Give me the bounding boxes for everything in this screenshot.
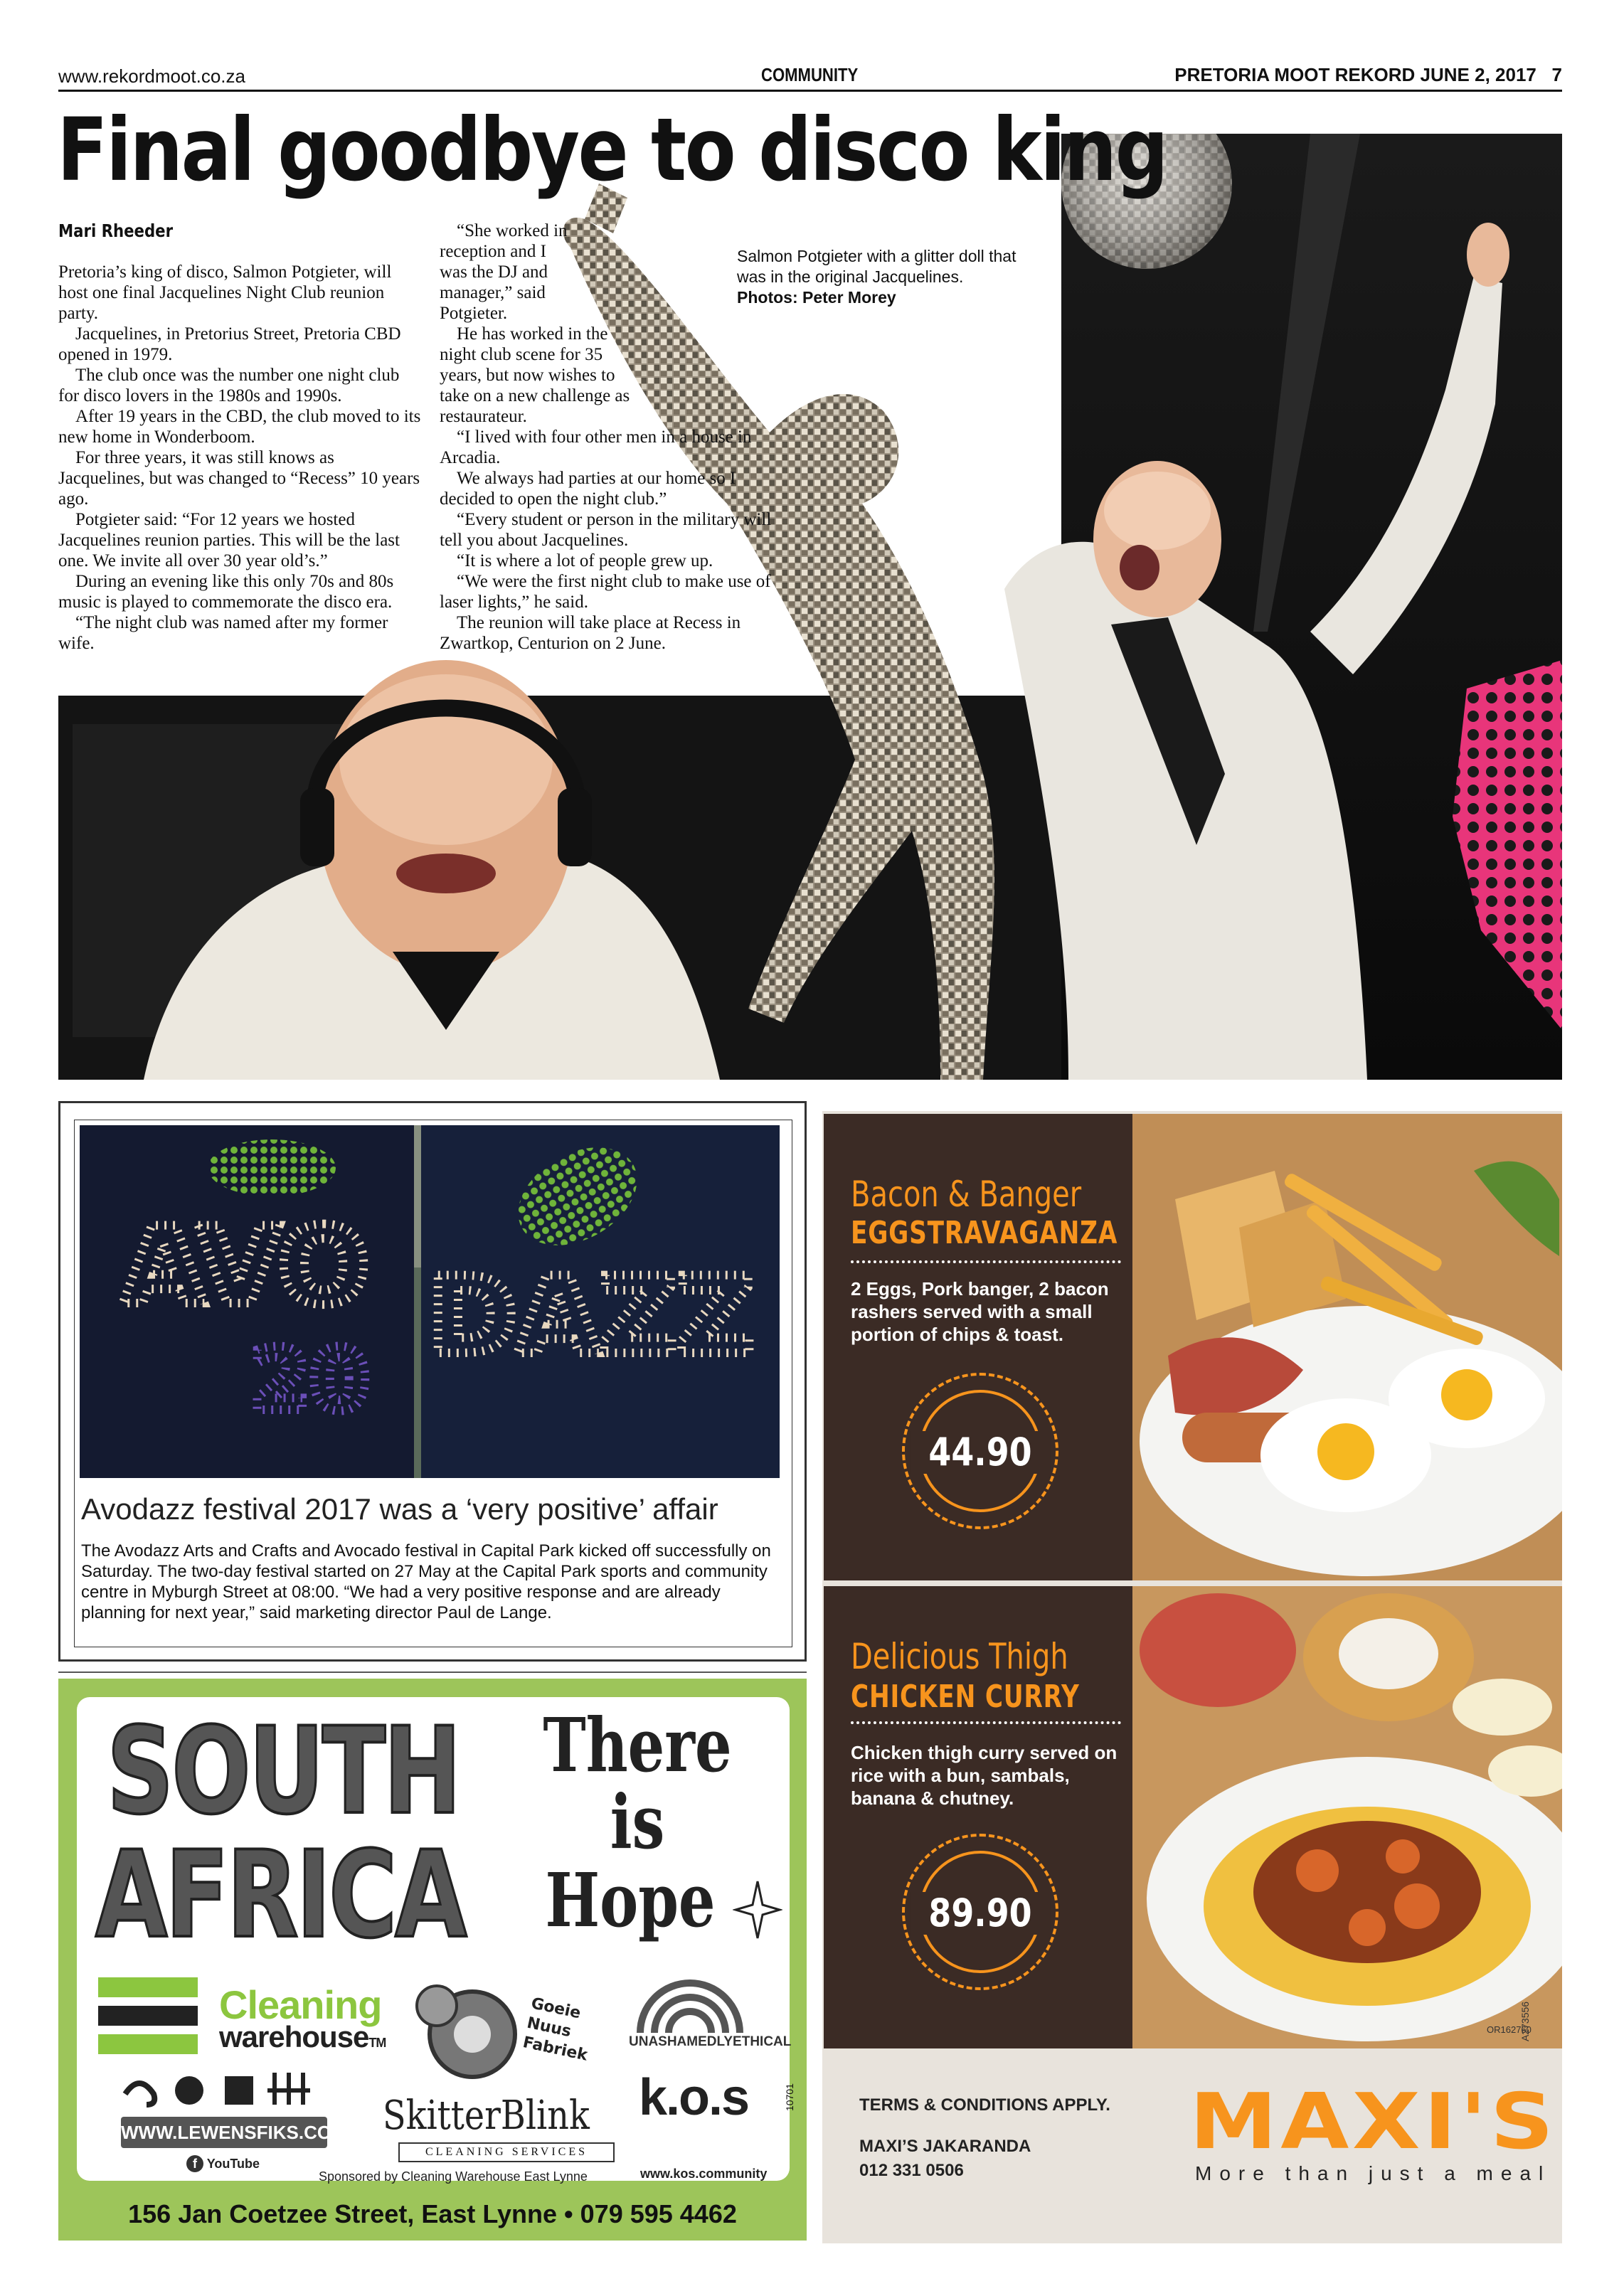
paragraph: Potgieter said: “For 12 years we hosted Jacquelines reunion parties. This will be the last one. We invite all over 30 year old’s.”	[58, 510, 400, 570]
paragraph: “We were the first night club to make use of laser lights,” he said.	[440, 572, 771, 612]
paragraph: After 19 years in the CBD, the club moved to its new home in Wonderboom.	[58, 407, 421, 447]
lewensfiks-icons	[118, 2066, 331, 2108]
cleaning-warehouse-logo-icon	[98, 1977, 205, 2056]
shirt-text-dazz: DAZZ	[428, 1255, 755, 1378]
paragraph: “The night club was named after my former wife.	[58, 613, 388, 653]
breakfast-photo	[1132, 1114, 1562, 1580]
header-rule	[58, 90, 1562, 92]
paragraph: Pretoria’s king of disco, Salmon Potgieter, will host one final Jacquelines Night Club reunion party.	[58, 262, 392, 323]
maxis-store: MAXI’S JAKARANDA	[859, 2137, 1031, 2156]
lewensfiks-website: WWW.LEWENSFIKS.CO.ZA	[121, 2117, 327, 2148]
item2-divider	[851, 1721, 1121, 1724]
fabriek-text: Fabriek	[521, 2034, 590, 2065]
paragraph: He has worked in the night club scene for 35 years, but now wishes to take on a new challenge as restaurateur.	[440, 324, 630, 426]
kos-logo: k.o.s	[639, 2069, 749, 2126]
item2-description: Chicken thigh curry served on rice with a bun, sambals, banana & chutney.	[851, 1742, 1118, 1809]
item1-divider	[851, 1260, 1121, 1263]
unashamedly-ethical-text: UNASHAMEDLYETHICAL	[629, 2034, 792, 2049]
cleaning-logo-word: warehouse	[219, 2020, 369, 2053]
paragraph: Jacquelines, in Pretorius Street, Pretoria CBD opened in 1979.	[58, 324, 401, 364]
skitterblink-logo: SkitterBlink	[383, 2093, 590, 2139]
sa-address: 156 Jan Coetzee Street, East Lynne • 079 595 4462	[128, 2199, 737, 2228]
goeie-text: Goeie	[529, 1994, 583, 2023]
item1-description: 2 Eggs, Pork banger, 2 bacon rashers served with a small portion of chips & toast.	[851, 1278, 1109, 1345]
facebook-icon: f	[186, 2155, 203, 2172]
shirt-year: 20	[250, 1332, 369, 1430]
sa-africa-text: AFRICA	[95, 1825, 465, 1965]
photo-caption	[737, 246, 1036, 308]
paragraph: We always had parties at our home so I decided to open the night club.”	[440, 469, 736, 509]
paragraph: The reunion will take place at Recess in Zwartkop, Centurion on 2 June.	[440, 613, 741, 653]
sa-south-text: SOUTH	[107, 1701, 460, 1841]
shirt-text-avo: AVO	[122, 1205, 369, 1329]
item1-price: 44.90	[910, 1431, 1050, 1474]
maxis-phone: 012 331 0506	[859, 2161, 964, 2180]
photo-credit: Photos: Peter Morey	[737, 288, 896, 307]
site-url: www.rekordmoot.co.za	[58, 65, 245, 87]
paragraph: The club once was the number one night club for disco lovers in the 1980s and 1990s.	[58, 366, 400, 405]
sa-is-text: is	[610, 1778, 665, 1866]
maxis-logo: MAXI'S	[1189, 2078, 1557, 2167]
cleaning-logo-line1: Cleaning	[219, 1982, 382, 2027]
paragraph: “She worked in reception and I was the DJ and manager,” said Potgieter.	[440, 221, 568, 323]
item2-price: 89.90	[910, 1892, 1050, 1935]
item1-title: EGGSTRAVAGANZA	[851, 1215, 1118, 1251]
item1-price-badge	[902, 1373, 1058, 1529]
section-rule	[58, 1671, 807, 1673]
sa-hope-text: Hope	[545, 1856, 716, 1944]
avodazz-body: The Avodazz Arts and Crafts and Avocado festival in Capital Park kicked off successfully on Saturday. The two-day festival started on 27 May at the Capital Park sports and community centre in Myburgh Street at 08:00. “We had a very positive response and are already planning for next year,” said marketing director Paul de Lange.	[81, 1541, 771, 1622]
maxis-terms: TERMS & CONDITIONS APPLY.	[859, 2095, 1110, 2115]
item2-script-title: Delicious Thigh	[851, 1636, 1068, 1677]
sa-there-text: There	[543, 1701, 732, 1789]
avodazz-title: Avodazz festival 2017 was a ‘very positive’ affair	[81, 1492, 718, 1526]
article-column-1	[58, 262, 421, 654]
maxis-ad-code-1: A273556	[1519, 2001, 1531, 2041]
maxis-tagline: More than just a meal	[1195, 2162, 1551, 2184]
item1-script-title: Bacon & Banger	[851, 1174, 1082, 1215]
curry-photo	[1132, 1586, 1562, 2048]
section-label: COMMUNITY	[761, 64, 859, 85]
byline: Mari Rheeder	[58, 220, 174, 241]
gear-icon	[408, 1977, 536, 2084]
item2-title: CHICKEN CURRY	[851, 1679, 1080, 1715]
trademark: TM	[368, 2036, 386, 2050]
paragraph: “Every student or person in the military will tell you about Jacquelines.	[440, 510, 772, 550]
edition-date-page: PRETORIA MOOT REKORD JUNE 2, 2017 7	[1174, 64, 1562, 85]
youtube-text: YouTube	[206, 2157, 260, 2171]
item2-price-badge	[902, 1834, 1058, 1990]
headline: Final goodbye to disco king	[57, 100, 1167, 201]
maxis-ad-code-2: OR162760	[1487, 2024, 1532, 2035]
cleaning-logo-line2	[219, 2020, 386, 2054]
paragraph: During an evening like this only 70s and 80s music is played to commemorate the disco era.	[58, 572, 394, 612]
youtube-label	[186, 2155, 260, 2172]
skitterblink-subtitle: CLEANING SERVICES	[398, 2142, 615, 2162]
sparkle-icon	[733, 1878, 782, 1942]
sponsor-line: Sponsored by Cleaning Warehouse East Lynne	[319, 2169, 588, 2184]
kos-website: www.kos.community	[640, 2167, 768, 2181]
nuus-text: Nuus	[525, 2014, 573, 2041]
paragraph: “I lived with four other men in a house in Arcadia.	[440, 427, 752, 467]
ad-code: 10701	[784, 2083, 795, 2111]
caption-text: Salmon Potgieter with a glitter doll that was in the original Jacquelines.	[737, 247, 1016, 286]
avodazz-photo	[80, 1125, 780, 1478]
paragraph: “It is where a lot of people grew up.	[457, 551, 713, 570]
paragraph: For three years, it was still knows as Jacquelines, but was changed to “Recess” 10 years ago.	[58, 448, 420, 509]
article-column-2	[440, 220, 781, 654]
unashamedly-ethical-logo-icon	[633, 1976, 747, 2033]
